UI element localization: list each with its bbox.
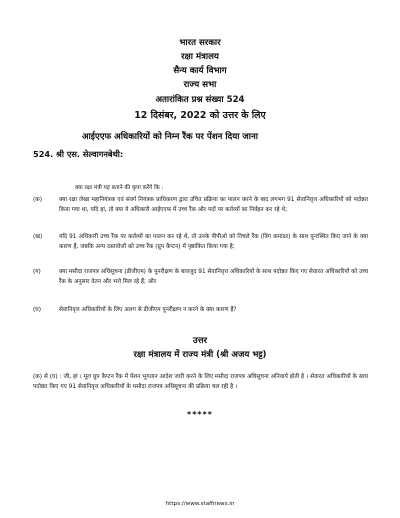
question-item-label: (घ): [33, 307, 41, 313]
header-question-number: अतारांकित प्रश्न संख्या 524: [155, 95, 245, 105]
answer-heading: उत्तर: [192, 336, 208, 346]
question-item: [33, 233, 368, 252]
question-item-text: सेवानिवृत्त अधिकारियों के लिए अलग से डीजीएम पुनरीक्षण न करने के क्या कारण हैं?: [59, 307, 237, 313]
answer-text: जी, हां । मूल ग्रुप कैप्टन रैंक में पेंशन भुगतान आदेश जारी करने के लिए मसौदा राजपत्र अधिसूचना अनिवार्य होती है । सेवारत अधिकारियों के साथ पदोन्नत किए गए 91 सेवानिवृत्त अधिकारियों के मसौदा राजपत्र अधिसूचना की प्रक्रिया चल रही है ।: [33, 374, 368, 390]
answer-minister: रक्षा मंत्रालय में राज्य मंत्री (श्री अजय भट्ट): [133, 350, 267, 360]
question-item: [33, 196, 368, 215]
end-stars: *****: [187, 410, 213, 419]
question-subject: आईएएफ अधिकारियों को निम्न रैंक पर पेंशन दिया जाना: [82, 132, 259, 142]
question-item-text: यदि 91 अधिकारी उच्च रैंक पर कर्तव्यों का पालन कर रहे थे, तो उनके पीपीओ को निचले रैंक (विंग कमांडर) के साथ पुनःस्थित किए जाने के क्या कारण हैं, जबकि अन्य दस्तावेजों को उच्च रैंक (ग्रुप कैप्टन) में पृष्ठांकित किया गया है;: [59, 234, 368, 250]
header-answer-date: 12 दिसंबर, 2022 को उत्तर के लिए: [134, 110, 266, 121]
header-government: भारत सरकार: [179, 38, 221, 48]
question-item-label: (ख): [33, 234, 43, 240]
question-item-label: (ग): [33, 269, 41, 275]
header-house: राज्य सभा: [183, 80, 217, 90]
answer-label: (क) से (घ) :: [33, 374, 62, 380]
question-intro: क्या रक्षा मंत्री यह बताने की कृपा करेंगे कि :: [75, 185, 164, 191]
question-item-label: (क): [33, 197, 42, 203]
question-item: [33, 268, 368, 287]
answer-body: [33, 373, 368, 392]
header-ministry: रक्षा मंत्रालय: [181, 52, 219, 62]
question-item-text: क्या मसौदा राजपत्र अधिसूचना (डीजीएम) के पुनरीक्षण के बावजूद 91 सेवानिवृत्त अधिकारियों के साथ पदोन्नत किए गए सेवारत अधिकारियों को उच्च रैंक के अनुसार वेतन और भत्ते मिल रहे हैं; और: [59, 269, 368, 285]
question-item-text: क्या रक्षा लेखा महानियंत्रक एवं संवर्ग नियंत्रक प्राधिकरण द्वारा उचित प्रक्रिया का पालन करने के बाद लगभग 91 सेवानिवृत्त अधिकारियों को पदोन्नत किया गया था, यदि हां, तो क्या ये अधिकारी आईएएफ में उच्च रैंक और पदों पर कर्तव्यों का निर्वहन कर रहे थे;: [59, 197, 368, 213]
footer-url: https://www.staffnews.in: [165, 501, 235, 507]
header-department: सैन्य कार्य विभाग: [173, 66, 227, 76]
question-item: [33, 306, 368, 316]
question-member: 524. श्री एस. सेल्वागनबेथी:: [33, 149, 124, 159]
